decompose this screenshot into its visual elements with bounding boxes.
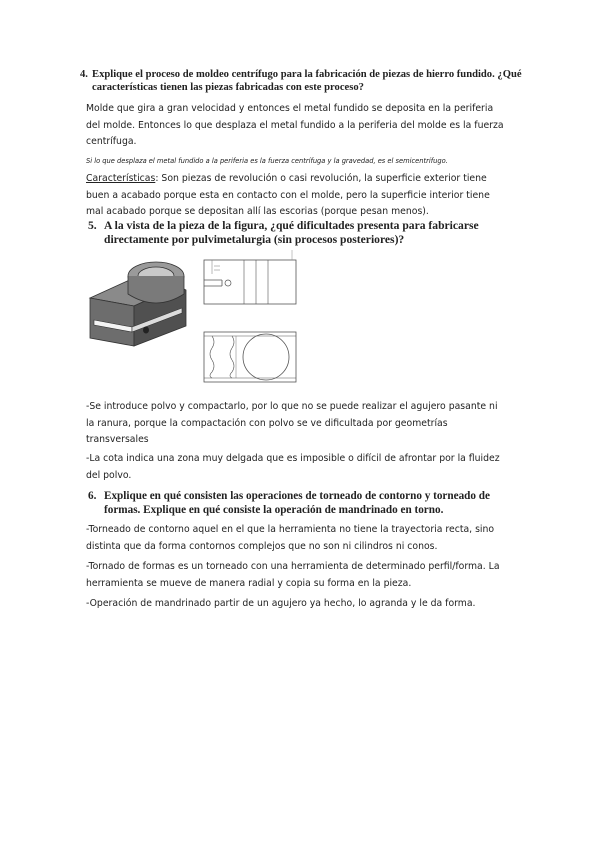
question-4 bbox=[80, 68, 522, 94]
answer-6-paragraph-3: -Operación de mandrinado partir de un agujero ya hecho, lo agranda y le da forma. bbox=[86, 598, 476, 609]
answer-4-note: Si lo que desplaza el metal fundido a la periferia es la fuerza centrífuga y la gravedad, es el semicentrífugo. bbox=[86, 157, 448, 165]
answer-6-paragraph-2: -Tornado de formas es un torneado con una herramienta de determinado perfil/forma. La herramienta se mueve de manera radial y copia su forma en la pieza. bbox=[86, 561, 500, 589]
characteristics-text: : Son piezas de revolución o casi revolución, la superficie exterior tiene buen a acabado porque esta en contacto con el molde, pero la superficie interior tiene mal acabado porque se depositan allí las escorias (porque pesan menos). bbox=[86, 173, 490, 217]
question-6 bbox=[88, 490, 514, 517]
part-figure bbox=[86, 250, 298, 390]
answer-4-paragraph: Molde que gira a gran velocidad y entonces el metal fundido se deposita en la periferia del molde. Entonces lo que desplaza el metal fundido a la periferia del molde es la fuerza centrífuga. bbox=[86, 103, 504, 147]
isometric-part-drawing bbox=[86, 250, 298, 390]
question-number: 6. bbox=[88, 490, 97, 502]
answer-4-characteristics bbox=[86, 171, 506, 221]
question-5 bbox=[88, 219, 504, 247]
question-text: Explique el proceso de moldeo centrífugo para la fabricación de piezas de hierro fundido. ¿Qué características tienen las piezas fabricadas con este proceso? bbox=[92, 69, 522, 93]
answer-5-paragraph-2: -La cota indica una zona muy delgada que es imposible o difícil de afrontar por la fluidez del polvo. bbox=[86, 453, 500, 481]
answer-5-paragraph-1: -Se introduce polvo y compactarlo, por lo que no se puede realizar el agujero pasante ni la ranura, porque la compactación con polvo se ve dificultada por geometrías transversales bbox=[86, 401, 498, 445]
question-text: A la vista de la pieza de la figura, ¿qué dificultades presenta para fabricarse directamente por pulvimetalurgia (sin procesos posteriores)? bbox=[104, 219, 479, 246]
question-number: 4. bbox=[80, 69, 88, 80]
answer-6-paragraph-1: -Torneado de contorno aquel en el que la herramienta no tiene la trayectoria recta, sino distinta que da forma contornos complejos que no son ni cilindros ni conos. bbox=[86, 524, 495, 552]
question-text: Explique en qué consisten las operaciones de torneado de contorno y torneado de formas. Explique en qué consiste la operación de mandrinado en torno. bbox=[104, 490, 490, 516]
characteristics-label: Características bbox=[86, 173, 156, 184]
question-number: 5. bbox=[88, 219, 97, 232]
